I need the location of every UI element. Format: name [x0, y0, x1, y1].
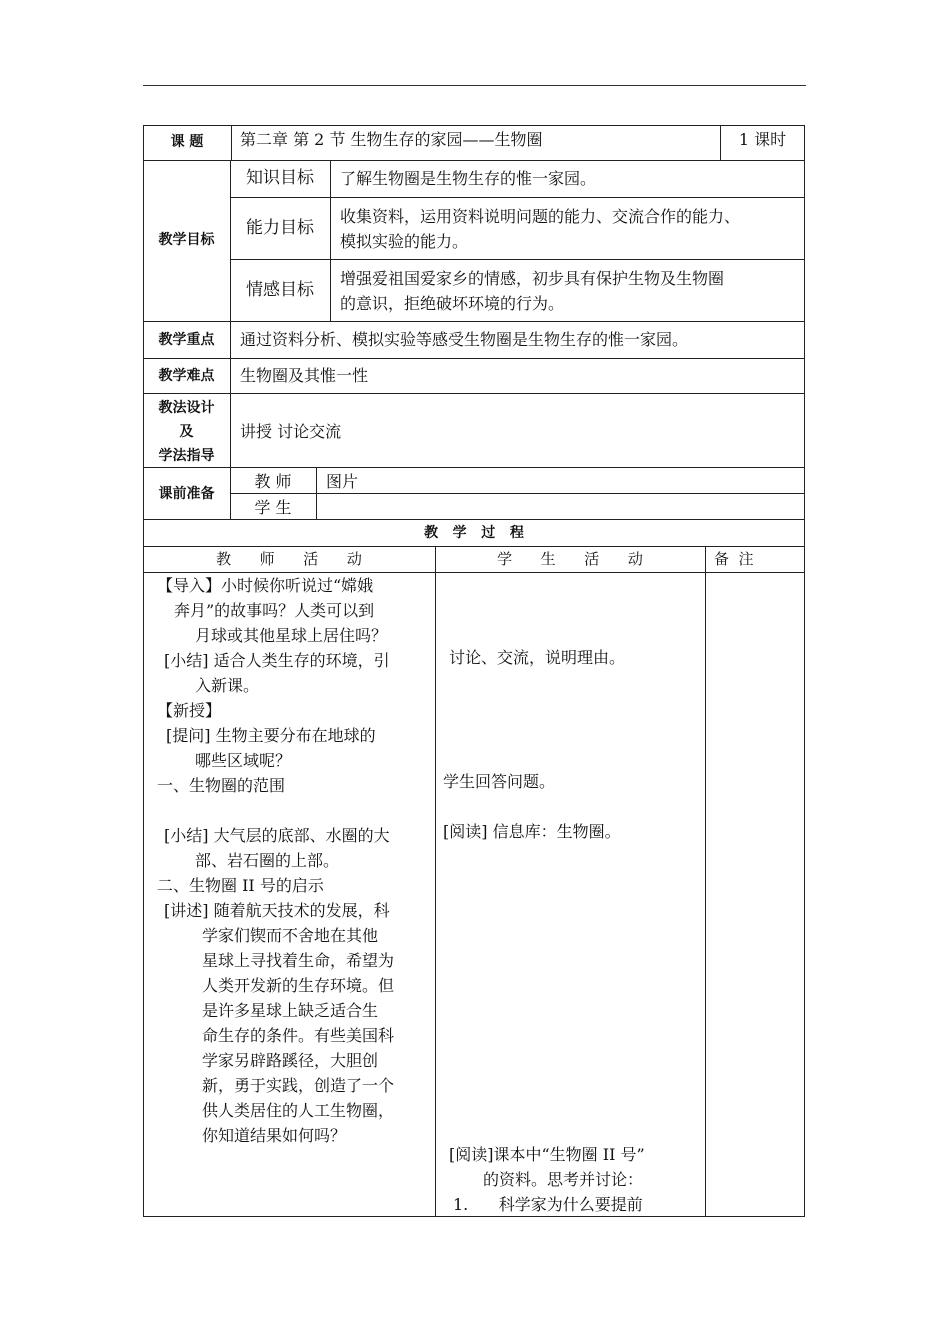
activity-line: 二、生物圈 II 号的启示 [157, 876, 324, 895]
objective-type: 知识目标 [246, 168, 314, 188]
objective-text: 增强爱祖国爱家乡的情感，初步具有保护生物及生物圈 [340, 269, 725, 288]
student-activity-line: 的资料。思考并讨论： [483, 1170, 644, 1189]
method-value: 讲授 讨论交流 [240, 422, 342, 441]
student-activity-line: 1. 科学家为什么要提前 [453, 1195, 643, 1214]
activity-line: 奔月”的故事吗？人类可以到 [174, 601, 375, 620]
student-activity-line: [阅读] 信息库：生物圈。 [443, 822, 621, 841]
topic-label: 课 题 [170, 134, 204, 150]
objective-text: 收集资料，运用资料说明问题的能力、交流合作的能力、 [340, 207, 741, 226]
activity-line: 学家另辟路蹊径，大胆创 [202, 1051, 379, 1070]
difficulty-label: 教学难点 [158, 368, 215, 384]
prep-label: 课前准备 [158, 486, 215, 502]
prep-teacher-label: 教 师 [254, 472, 292, 491]
method-label: 学法指导 [158, 448, 215, 464]
row-divider [230, 259, 805, 260]
row-divider [143, 393, 805, 394]
row-divider [230, 197, 805, 198]
objectives-label: 教学目标 [158, 232, 215, 248]
student-activity-line: [阅读]课本中“生物圈 II 号” [449, 1145, 645, 1164]
activity-line: 命生存的条件。有些美国科 [202, 1026, 395, 1045]
activity-line: 星球上寻找着生命，希望为 [202, 951, 395, 970]
activity-line: 【新授】 [157, 701, 222, 720]
prep-student-label: 学 生 [254, 498, 292, 517]
col-divider [316, 467, 317, 519]
col-divider [705, 546, 706, 1217]
col-divider [330, 160, 331, 321]
activity-line: 【导入】小时候你听说过“嫦娥 [157, 576, 374, 595]
student-activity-line: 讨论、交流，说明理由。 [449, 648, 626, 667]
header-rule [143, 85, 806, 86]
activity-line: 是许多星球上缺乏适合生 [202, 1001, 379, 1020]
teacher-activity [157, 573, 394, 1148]
student-activity-header: 学 生 活 动 [497, 550, 643, 568]
activity-line: [小结] 大气层的底部、水圈的大 [164, 826, 390, 845]
activity-line: 入新课。 [195, 676, 260, 695]
teacher-activity-header: 教 师 活 动 [216, 550, 362, 568]
key-point-label: 教学重点 [158, 332, 215, 348]
objective-text: 了解生物圈是生物生存的惟一家园。 [340, 169, 597, 188]
objective-text: 模拟实验的能力。 [340, 232, 469, 251]
activity-line: 供人类居住的人工生物圈， [202, 1101, 395, 1120]
col-divider [435, 546, 436, 1217]
col-divider [231, 125, 232, 160]
activity-line: 月球或其他星球上居住吗？ [195, 626, 388, 645]
activity-line: 你知道结果如何吗？ [202, 1126, 347, 1145]
method-label: 教法设计 [158, 400, 215, 416]
process-title: 教 学 过 程 [424, 525, 524, 541]
objective-type: 能力目标 [246, 218, 314, 238]
activity-line: 哪些区域呢？ [195, 751, 292, 770]
row-divider [143, 467, 805, 468]
topic-value: 第二章 第 2 节 生物生存的家园——生物圈 [240, 130, 543, 149]
row-divider [143, 321, 805, 322]
col-divider [230, 160, 231, 519]
key-point-value: 通过资料分析、模拟实验等感受生物圈是生物生存的惟一家园。 [240, 330, 689, 349]
student-activity-line: 学生回答问题。 [443, 772, 556, 791]
activity-line: 部、岩石圈的上部。 [195, 851, 340, 870]
activity-line: [提问] 生物主要分布在地球的 [166, 726, 376, 745]
method-label: 及 [179, 424, 194, 440]
objective-type: 情感目标 [246, 280, 314, 300]
objective-text: 的意识，拒绝破坏环境的行为。 [340, 294, 565, 313]
hours-value: 1 课时 [738, 130, 787, 149]
activity-line: [讲述] 随着航天技术的发展，科 [164, 901, 390, 920]
activity-line: 学家们锲而不舍地在其他 [202, 926, 379, 945]
activity-line: [小结] 适合人类生存的环境，引 [164, 651, 390, 670]
row-divider [143, 358, 805, 359]
activity-line: 一、生物圈的范围 [157, 776, 286, 795]
prep-teacher-value: 图片 [326, 472, 359, 491]
row-divider [143, 160, 805, 161]
activity-line: 新，勇于实践，创造了一个 [202, 1076, 395, 1095]
note-header: 备 注 [714, 550, 754, 568]
difficulty-value: 生物圈及其惟一性 [240, 366, 369, 385]
activity-line: 人类开发新的生存环境。但 [202, 976, 395, 995]
